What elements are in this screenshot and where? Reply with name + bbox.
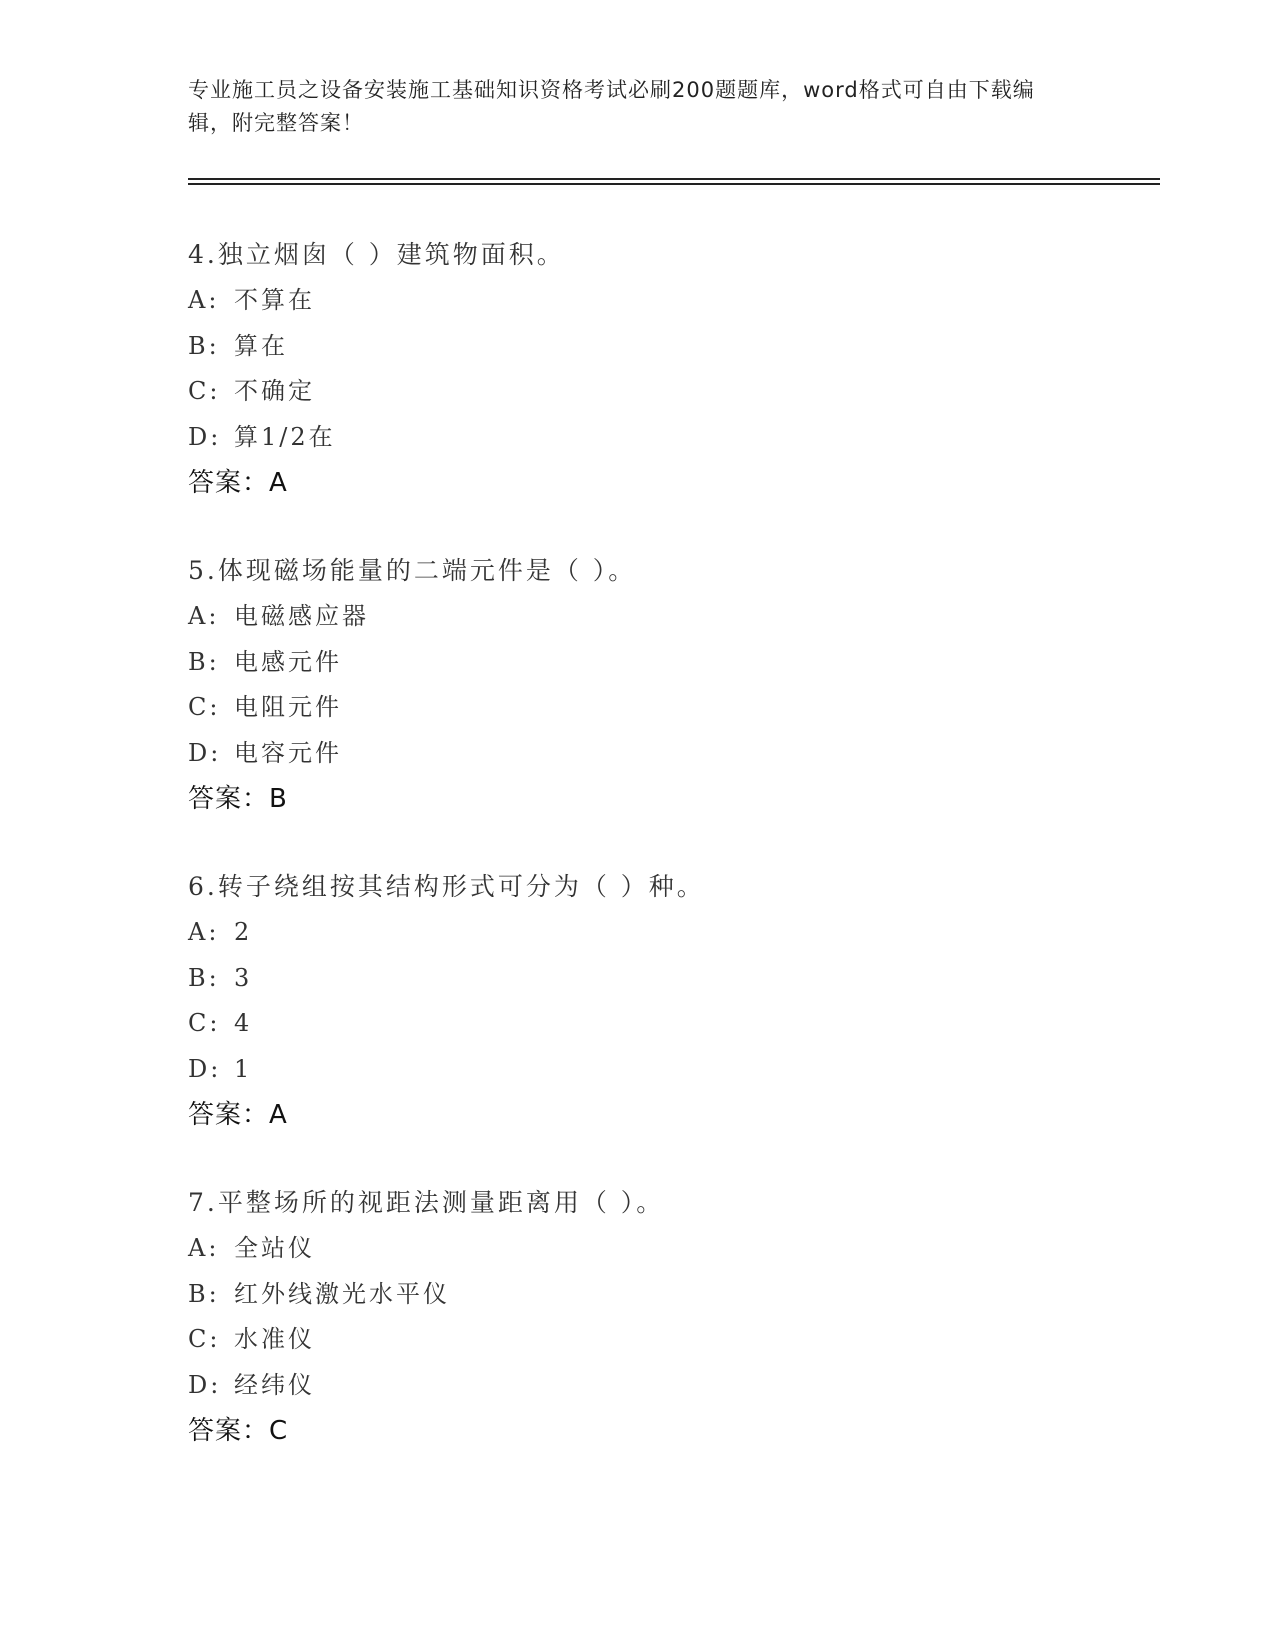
option-c xyxy=(188,369,1088,415)
option-letter: B: xyxy=(188,647,220,676)
option-d xyxy=(188,1363,1088,1409)
document-title: 专业施工员之设备安装施工基础知识资格考试必刷200题题库，word格式可自由下载编辑，附完整答案！ xyxy=(188,78,1035,135)
option-letter: C: xyxy=(188,377,221,405)
option-a xyxy=(188,910,1088,956)
option-letter: A: xyxy=(188,286,220,314)
option-letter: D: xyxy=(188,1054,222,1083)
question-stem: 5.体现磁场能量的二端元件是（ ）。 xyxy=(188,556,637,585)
option-b xyxy=(188,956,1088,1002)
question-5 xyxy=(188,548,1088,822)
option-letter: C: xyxy=(188,1009,221,1037)
option-c xyxy=(188,1317,1088,1363)
option-text: 4 xyxy=(234,1009,253,1037)
option-c xyxy=(188,1001,1088,1047)
option-text: 电感元件 xyxy=(234,647,342,676)
option-letter: D: xyxy=(188,738,222,767)
option-letter: B: xyxy=(188,1279,220,1308)
option-text: 电磁感应器 xyxy=(234,602,369,630)
option-letter: C: xyxy=(188,693,221,721)
option-letter: D: xyxy=(188,422,222,451)
answer-line: 答案：C xyxy=(188,1416,289,1446)
question-stem: 6.转子绕组按其结构形式可分为（ ）种。 xyxy=(188,872,705,901)
header-divider-bottom xyxy=(188,183,1160,185)
option-c xyxy=(188,685,1088,731)
option-b xyxy=(188,640,1088,686)
option-text: 2 xyxy=(234,918,253,946)
option-text: 3 xyxy=(234,963,253,992)
question-6 xyxy=(188,864,1088,1138)
option-a xyxy=(188,1226,1088,1272)
option-text: 电阻元件 xyxy=(234,693,342,721)
question-stem: 7.平整场所的视距法测量距离用（ ）。 xyxy=(188,1188,665,1217)
option-b xyxy=(188,324,1088,370)
option-b xyxy=(188,1272,1088,1318)
option-a xyxy=(188,278,1088,324)
option-d xyxy=(188,1047,1088,1093)
answer-line: 答案：A xyxy=(188,1100,288,1130)
option-text: 1 xyxy=(234,1054,253,1083)
option-letter: A: xyxy=(188,918,220,946)
option-letter: D: xyxy=(188,1370,222,1399)
option-letter: A: xyxy=(188,1234,220,1262)
option-d xyxy=(188,731,1088,777)
option-d xyxy=(188,415,1088,461)
option-text: 全站仪 xyxy=(234,1234,315,1262)
option-text: 不算在 xyxy=(234,286,315,314)
option-letter: B: xyxy=(188,963,220,992)
option-text: 水准仪 xyxy=(234,1325,315,1353)
option-text: 红外线激光水平仪 xyxy=(234,1279,450,1308)
option-text: 不确定 xyxy=(234,377,315,405)
question-stem: 4.独立烟囱（ ）建筑物面积。 xyxy=(188,240,565,269)
option-text: 算在 xyxy=(234,331,288,360)
option-letter: A: xyxy=(188,602,220,630)
answer-line: 答案：A xyxy=(188,468,288,498)
option-text: 算1/2在 xyxy=(234,422,336,451)
option-letter: B: xyxy=(188,331,220,360)
option-letter: C: xyxy=(188,1325,221,1353)
header-divider-top xyxy=(188,178,1160,180)
question-7 xyxy=(188,1180,1088,1454)
option-text: 经纬仪 xyxy=(234,1370,315,1399)
answer-line: 答案：B xyxy=(188,784,288,814)
option-text: 电容元件 xyxy=(234,738,342,767)
question-4 xyxy=(188,232,1088,506)
option-a xyxy=(188,594,1088,640)
